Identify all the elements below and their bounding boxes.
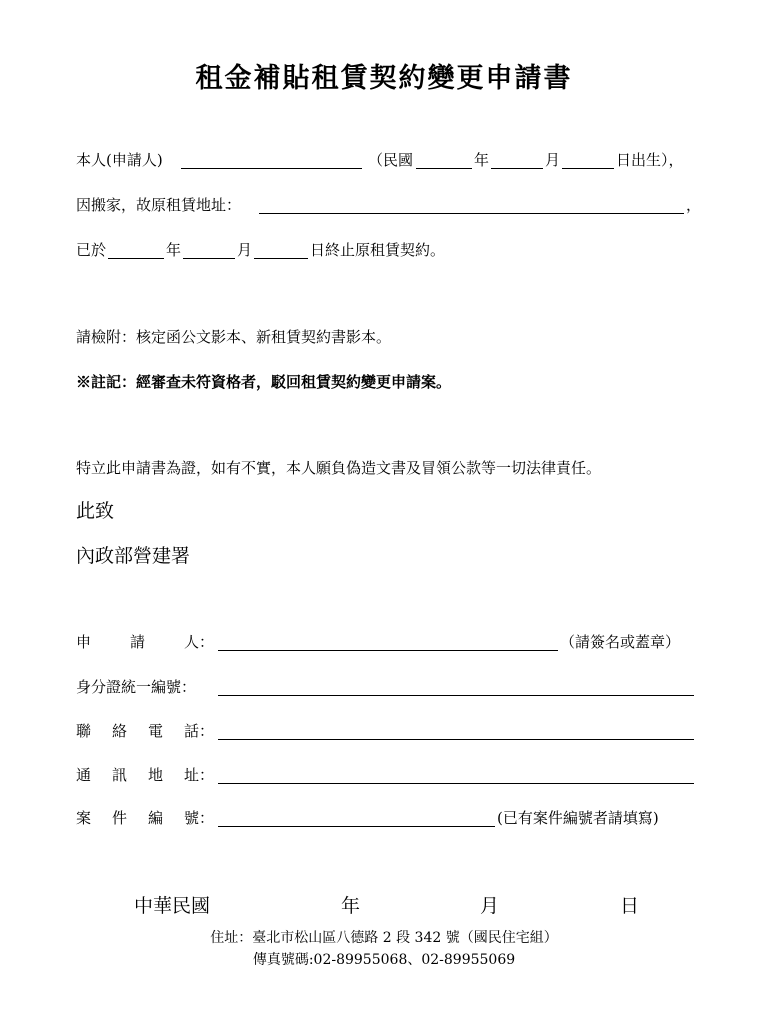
date-month: 月 <box>480 895 500 917</box>
applicant-name-blank[interactable] <box>181 168 362 169</box>
birth-month-blank[interactable] <box>491 168 543 169</box>
note-text: ※註記：經審查未符資格者，駁回租賃契約變更申請案。 <box>76 373 452 391</box>
address-label-c4: 址： <box>184 766 215 784</box>
date-era: 中華民國 <box>134 895 211 917</box>
case-label-c4: 號： <box>184 809 215 827</box>
terminated-prefix: 已於 <box>76 241 107 259</box>
applicant-signature-field[interactable] <box>218 650 558 651</box>
phone-label-c2: 絡 <box>112 722 128 740</box>
applicant-label-c1: 申 <box>76 633 92 651</box>
date-day: 日 <box>620 895 640 917</box>
terminated-day-blank[interactable] <box>254 258 308 259</box>
address-label-c3: 地 <box>148 766 164 784</box>
date-year: 年 <box>341 895 361 917</box>
terminated-year-blank[interactable] <box>108 258 164 259</box>
case-label-c3: 編 <box>148 809 164 827</box>
address-label-c2: 訊 <box>112 766 128 784</box>
birth-year-label: 年 <box>474 151 490 169</box>
original-address-label: 因搬家，故原租賃地址： <box>76 196 242 214</box>
footer-address: 住址：臺北市松山區八德路 2 段 342 號（國民住宅組） <box>210 930 558 946</box>
mailing-address-field[interactable] <box>218 783 694 784</box>
phone-field[interactable] <box>218 739 694 740</box>
id-number-label: 身分證統一編號： <box>76 678 197 696</box>
applicant-prefix: 本人(申請人) <box>76 151 163 169</box>
address-label-c1: 通 <box>76 766 92 784</box>
birth-close: 日出生）， <box>616 151 684 169</box>
terminated-suffix: 日終止原租賃契約。 <box>310 241 446 259</box>
birth-day-blank[interactable] <box>562 168 614 169</box>
attachments-text: 請檢附：核定函公文影本、新租賃契約書影本。 <box>76 328 392 346</box>
phone-label-c3: 電 <box>148 722 164 740</box>
terminated-month-blank[interactable] <box>183 258 235 259</box>
birth-open: （民國 <box>368 151 414 169</box>
document-title: 租金補貼租賃契約變更申請書 <box>195 63 573 94</box>
salutation: 此致 <box>76 500 115 522</box>
birth-year-blank[interactable] <box>416 168 472 169</box>
birth-month-label: 月 <box>545 151 561 169</box>
phone-label-c4: 話： <box>184 722 215 740</box>
declaration-text: 特立此申請書為證，如有不實，本人願負偽造文書及冒領公款等一切法律責任。 <box>76 459 602 477</box>
terminated-month-label: 月 <box>237 241 253 259</box>
case-label-c2: 件 <box>112 809 128 827</box>
case-label-c1: 案 <box>76 809 92 827</box>
applicant-label-c3: 人： <box>184 633 215 651</box>
case-number-field[interactable] <box>218 826 495 827</box>
applicant-hint: （請簽名或蓋章） <box>560 633 681 651</box>
footer-fax: 傳真號碼:02-89955068、02-89955069 <box>252 952 516 968</box>
recipient: 內政部營建署 <box>76 545 191 567</box>
case-number-hint: (已有案件編號者請填寫) <box>497 809 659 827</box>
applicant-label-c2: 請 <box>130 633 146 651</box>
original-address-end: ， <box>686 196 702 214</box>
phone-label-c1: 聯 <box>76 722 92 740</box>
original-address-blank[interactable] <box>259 213 684 214</box>
id-number-field[interactable] <box>218 695 694 696</box>
terminated-year-label: 年 <box>166 241 182 259</box>
